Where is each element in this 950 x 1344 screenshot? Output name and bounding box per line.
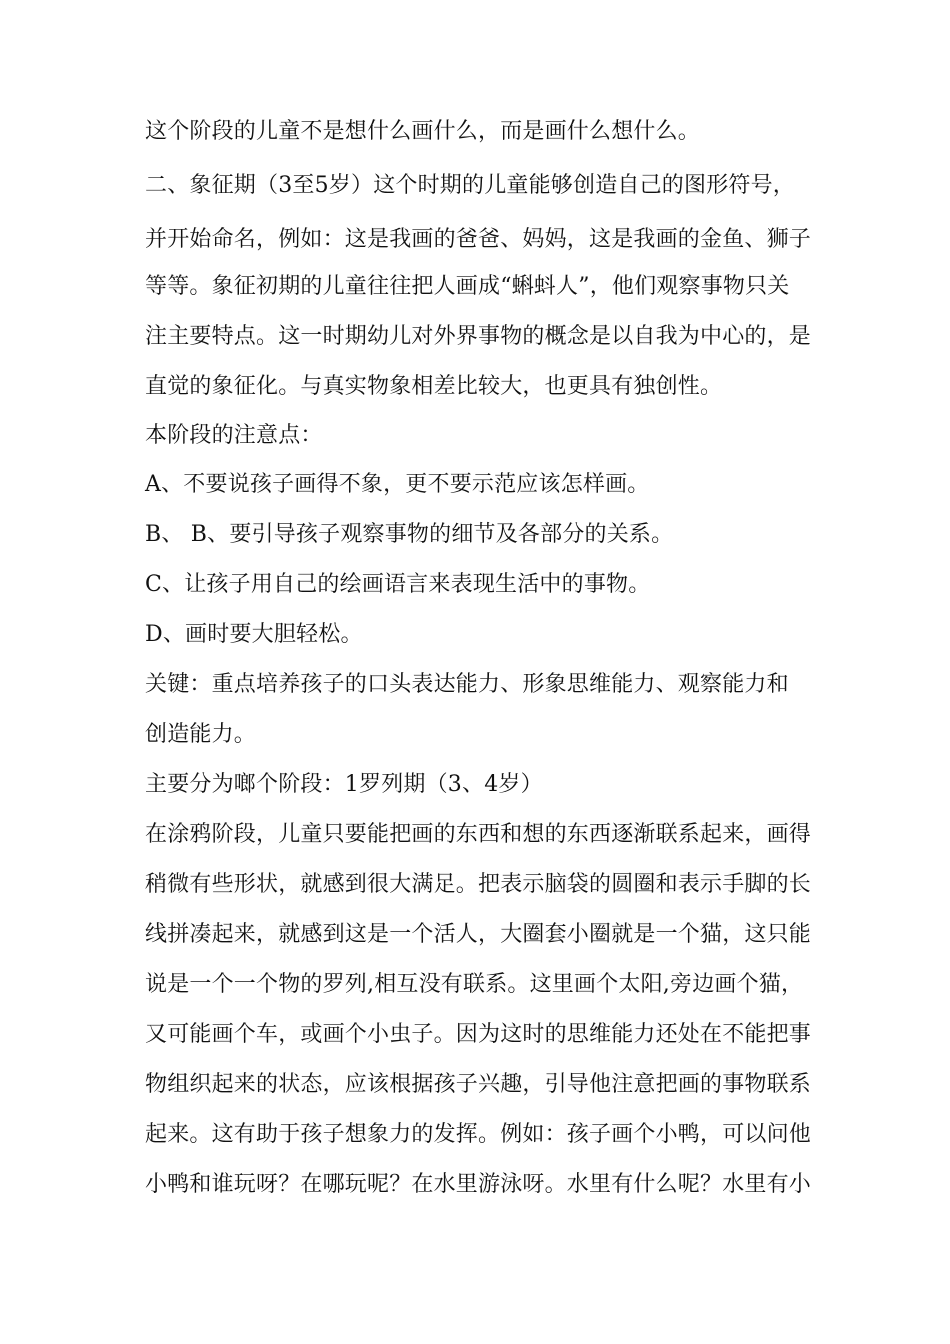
- text-line: 并开始命名，例如：这是我画的爸爸、妈妈，这是我画的金鱼、狮子: [145, 227, 812, 252]
- text-line: 本阶段的注意点：: [145, 423, 323, 448]
- text-line: 这个阶段的儿童不是想什么画什么，而是画什么想什么。: [145, 119, 701, 144]
- text-line: 物组织起来的状态，应该根据孩子兴趣，引导他注意把画的事物联系: [145, 1072, 812, 1097]
- text-line: 主要分为啷个阶段：1罗列期（3、4岁）: [145, 772, 543, 797]
- list-item: A、不要说孩子画得不象，更不要示范应该怎样画。: [145, 472, 650, 497]
- list-item: B、 B、要引导孩子观察事物的细节及各部分的关系。: [145, 522, 674, 547]
- text-line: 创造能力。: [145, 722, 257, 747]
- text-line: 注主要特点。这一时期幼儿对外界事物的概念是以自我为中心的，是: [145, 324, 812, 349]
- text-line: 又可能画个车，或画个小虫子。因为这时的思维能力还处在不能把事: [145, 1022, 812, 1047]
- text-line: 说是一个一个物的罗列,相互没有联系。这里画个太阳,旁边画个猫，: [145, 972, 804, 997]
- text-line: 小鸭和谁玩呀？在哪玩呢？在水里游泳呀。水里有什么呢？水里有小: [145, 1172, 812, 1197]
- list-item: D、画时要大胆轻松。: [145, 622, 363, 647]
- text-line: 线拼凑起来，就感到这是一个活人，大圈套小圈就是一个猫，这只能: [145, 922, 812, 947]
- text-line: 直觉的象征化。与真实物象相差比较大，也更具有独创性。: [145, 374, 723, 399]
- text-line: 起来。这有助于孩子想象力的发挥。例如：孩子画个小鸭，可以问他: [145, 1122, 812, 1147]
- text-line: 在涂鸦阶段，儿童只要能把画的东西和想的东西逐渐联系起来，画得: [145, 822, 812, 847]
- text-line: 等等。象征初期的儿童往往把人画成“蝌蚪人”，他们观察事物只关: [145, 274, 790, 299]
- text-line: 稍微有些形状，就感到很大满足。把表示脑袋的圆圈和表示手脚的长: [145, 872, 812, 897]
- text-line: 关键：重点培养孩子的口头表达能力、形象思维能力、观察能力和: [145, 672, 789, 697]
- text-line: 二、象征期（3至5岁）这个时期的儿童能够创造自己的图形符号，: [145, 173, 795, 198]
- list-item: C、让孩子用自己的绘画语言来表现生活中的事物。: [145, 572, 651, 597]
